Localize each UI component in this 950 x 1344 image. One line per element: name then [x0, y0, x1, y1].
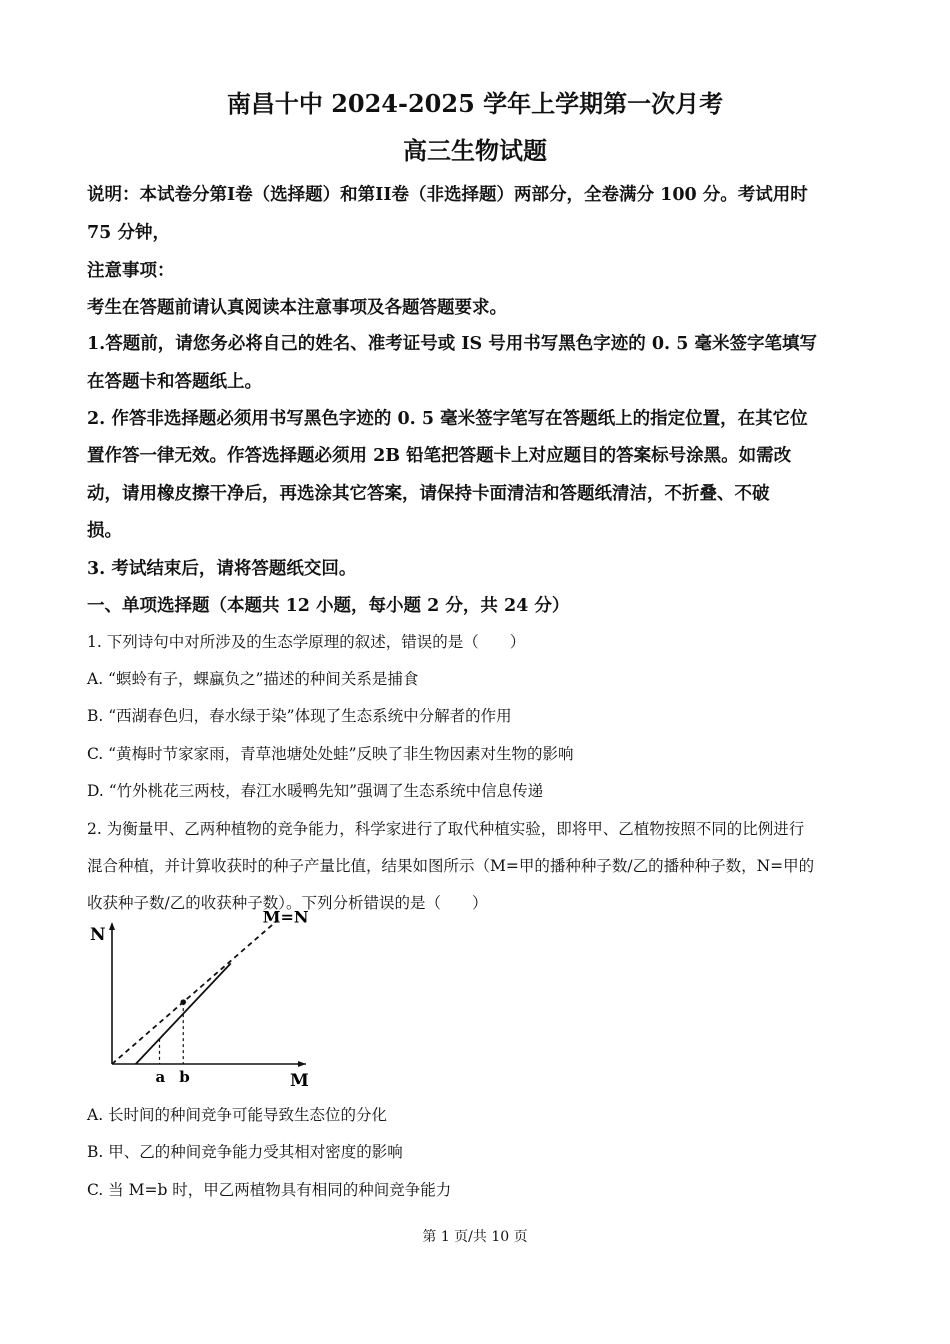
line-annotation: M=N — [262, 907, 309, 927]
notice-item-1: 1.答题前，请您务必将自己的姓名、准考证号或 IS 号用书写黑色字迹的 0. 5 毫米签字笔填写 — [87, 334, 817, 354]
question-1-option-d: D. “竹外桃花三两枝，春江水暖鸭先知”强调了生态系统中信息传递 — [87, 782, 544, 800]
chart-series — [112, 920, 278, 1064]
question-1-stem: 1. 下列诗句中对所涉及的生态学原理的叙述，错误的是（ ） — [87, 633, 526, 651]
notice-item-2-cont: 损。 — [87, 521, 122, 541]
tick-label-a: a — [155, 1068, 166, 1086]
notice-item-2-cont: 动，请用橡皮擦干净后，再选涂其它答案，请保持卡面清洁和答题纸清洁，不折叠、不破 — [87, 484, 770, 504]
notice-item-2-cont: 置作答一律无效。作答选择题必须用 2B 铅笔把答题卡上对应题目的答案标号涂黑。如需改 — [87, 446, 792, 466]
description-line: 75 分钟， — [87, 223, 170, 243]
exam-subtitle: 高三生物试题 — [403, 136, 547, 165]
exam-title: 南昌十中 2024-2025 学年上学期第一次月考 — [226, 89, 724, 118]
x-axis-arrow — [298, 1061, 306, 1067]
question-2-option-a: A. 长时间的种间竞争可能导致生态位的分化 — [87, 1106, 388, 1124]
intersection-point — [180, 999, 186, 1005]
series-line-m-equals-n — [112, 920, 278, 1064]
question-2-stem: 2. 为衡量甲、乙两种植物的竞争能力，科学家进行了取代种植实验，即将甲、乙植物按照不同的比例进行 — [87, 820, 805, 838]
tick-label-b: b — [179, 1068, 190, 1086]
question-1-option-a: A. “螟蛉有子，蜾蠃负之”描述的种间关系是捕食 — [87, 670, 419, 688]
notice-intro: 考生在答题前请认真阅读本注意事项及各题答题要求。 — [87, 298, 507, 318]
page-number: 第 1 页/共 10 页 — [422, 1229, 528, 1245]
question-2-option-b: B. 甲、乙的种间竞争能力受其相对密度的影响 — [87, 1143, 403, 1161]
chart-axes — [109, 922, 306, 1067]
section-heading: 一、单项选择题（本题共 12 小题，每小题 2 分，共 24 分） — [87, 596, 570, 616]
notice-item-3: 3. 考试结束后，请将答题纸交回。 — [87, 559, 357, 579]
question-1-option-c: C. “黄梅时节家家雨，青草池塘处处蛙”反映了非生物因素对生物的影响 — [87, 745, 574, 763]
question-2-stem-cont: 混合种植，并计算收获时的种子产量比值，结果如图所示（M=甲的播种种子数/乙的播种种子数，N=甲的 — [87, 857, 815, 875]
y-axis-label: N — [90, 925, 106, 945]
question-2-stem-cont: 收获种子数/乙的收获种子数）。下列分析错误的是（ ） — [87, 894, 488, 912]
question-1-option-b: B. “西湖春色归，春水绿于染”体现了生态系统中分解者的作用 — [87, 707, 512, 725]
competition-chart — [86, 907, 316, 1091]
notice-heading: 注意事项： — [87, 261, 175, 281]
notice-item-1-cont: 在答题卡和答题纸上。 — [87, 372, 262, 392]
series-line-observed — [136, 963, 231, 1064]
description-line: 说明：本试卷分第I卷（选择题）和第II卷（非选择题）两部分，全卷满分 100 分。考试用时 — [87, 185, 808, 205]
x-axis-label: M — [290, 1071, 309, 1091]
notice-item-2: 2. 作答非选择题必须用书写黑色字迹的 0. 5 毫米签字笔写在答题纸上的指定位置，在其它位 — [87, 409, 808, 429]
question-2-option-c: C. 当 M=b 时，甲乙两植物具有相同的种间竞争能力 — [87, 1181, 452, 1199]
y-axis-arrow — [109, 922, 115, 930]
